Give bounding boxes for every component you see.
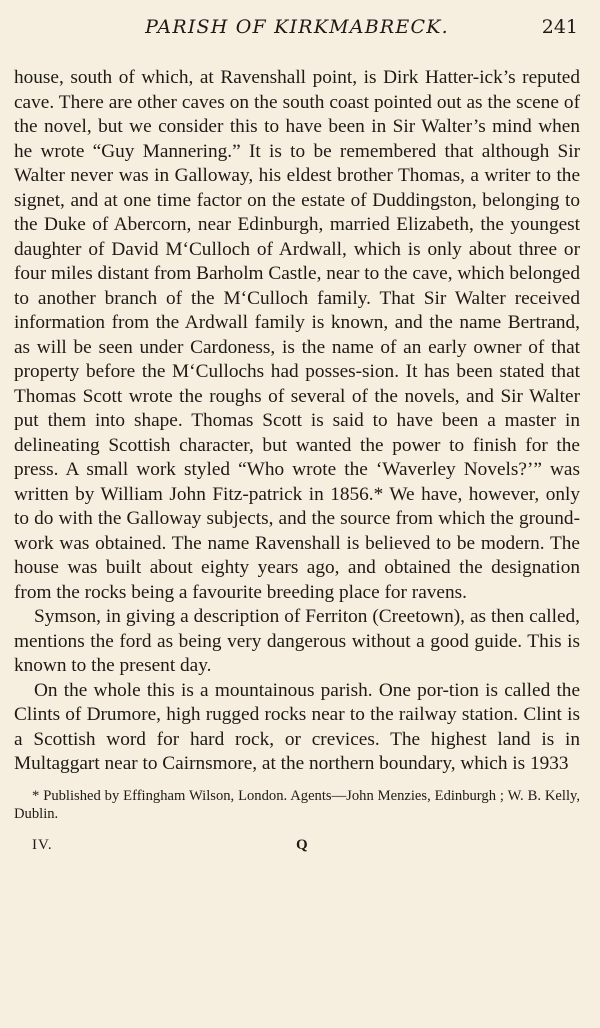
signature-letter: Q bbox=[296, 836, 308, 853]
paragraph-symson: Symson, in giving a description of Ferriton (Creetown), as then called, mentions the ford as being very dangerous without a good guide. This is known to the present day. bbox=[14, 606, 580, 676]
running-head bbox=[14, 16, 580, 46]
body-text bbox=[14, 66, 580, 777]
footnote: * Published by Effingham Wilson, London. Agents—John Menzies, Edinburgh ; W. B. Kelly, Dublin. bbox=[14, 787, 580, 822]
running-title: PARISH OF KIRKMABRECK. bbox=[145, 16, 449, 38]
signature-mark: IV. bbox=[32, 836, 53, 853]
paragraph-mountainous: On the whole this is a mountainous parish. One por-tion is called the Clints of Drumore, high rugged rocks near to the railway station. Clint is a Scottish word for hard rock, or crevices. The highest land is in Multaggart near to Cairnsmore, at the northern boundary, which is 1933 bbox=[14, 679, 580, 774]
book-page bbox=[14, 16, 580, 857]
signature-line bbox=[14, 837, 580, 857]
paragraph-ravenshall: house, south of which, at Ravenshall point, is Dirk Hatter-ick’s reputed cave. There are other caves on the south coast pointed out as the scene of the novel, but we consider this to have been in Sir Walter’s mind when he wrote “Guy Mannering.” It is to be remembered that although Sir Walter never was in Galloway, his eldest brother Thomas, a writer to the signet, and at one time factor on the estate of Duddingston, belonging to the Duke of Abercorn, near Edinburgh, married Elizabeth, the youngest daughter of David M‘Culloch of Ardwall, which is only about three or four miles distant from Barholm Castle, near to the cave, which belonged to another branch of the M‘Culloch family. That Sir Walter received information from the Ardwall family is known, and the name Bertrand, as will be seen under Cardoness, is the name of an early owner of that property before the M‘Cullochs had posses-sion. It has been stated that Thomas Scott wrote the roughs of several of the novels, and Sir Walter put them into shape. Thomas Scott is said to have been a master in delineating Scottish character, but wanted the power to finish for the press. A small work styled “Who wrote the ‘Waverley Novels?’” was written by William John Fitz-patrick in 1856.* We have, however, only to do with the Galloway subjects, and the source from which the ground-work was obtained. The name Ravenshall is believed to be modern. The house was built about eighty years ago, and obtained the designation from the rocks being a favourite breeding place for ravens. bbox=[14, 67, 580, 603]
page-number: 241 bbox=[541, 16, 578, 38]
